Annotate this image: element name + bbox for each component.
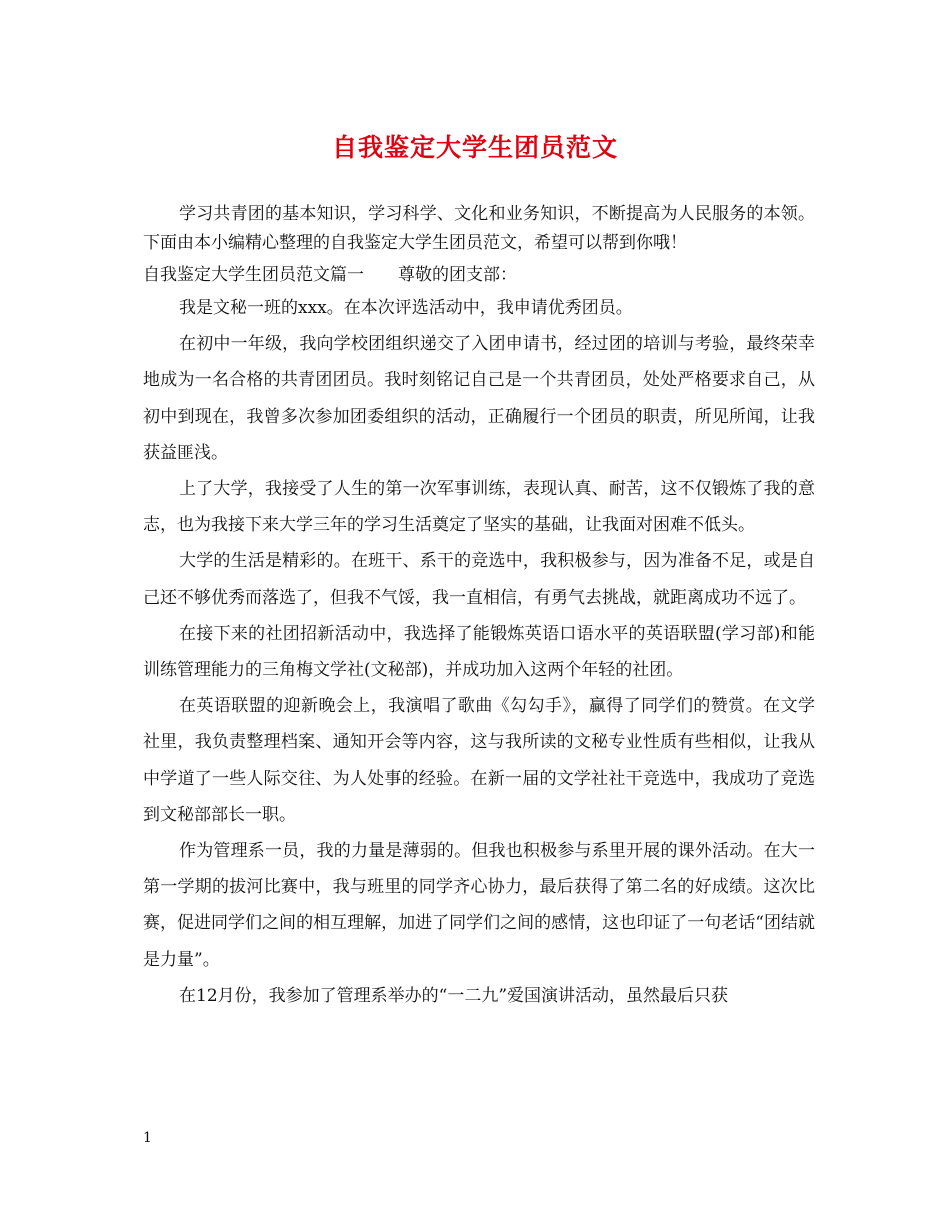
paragraph-application: 我是文秘一班的xxx。在本次评选活动中，我申请优秀团员。 bbox=[179, 298, 633, 318]
paragraph-speech-contest: 在12月份，我参加了管理系举办的“一二九”爱国演讲活动，虽然最后只获 bbox=[179, 985, 729, 1006]
paragraph-clubs: 在接下来的社团招新活动中，我选择了能锻炼英语口语水平的英语联盟(学习部)和能训练管理能力的三角梅文学社(文秘部)，并成功加入这两个年轻的社团。 bbox=[143, 623, 815, 681]
paragraph-english-union: 在英语联盟的迎新晚会上，我演唱了歌曲《勾勾手》，赢得了同学们的赞赏。在文学社里，我负责整理档案、通知开会等内容，这与我所读的文秘专业性质有些相似，让我从中学道了一些人际交往、为人处事的经验。在新一届的文学社社干竞选中，我成功了竞选到文秘部部长一职。 bbox=[143, 696, 815, 825]
paragraph-military-training: 上了大学，我接受了人生的第一次军事训练，表现认真、耐苦，这不仅锻炼了我的意志，也为我接下来大学三年的学习生活奠定了坚实的基础，让我面对困难不低头。 bbox=[143, 479, 815, 536]
paragraph-junior-high: 在初中一年级，我向学校团组织递交了入团申请书，经过团的培训与考验，最终荣幸地成为一名合格的共青团团员。我时刻铭记自己是一个共青团员，处处严格要求自己，从初中到现在，我曾多次参加团委组织的活动，正确履行一个团员的职责，所见所闻，让我获益匪浅。 bbox=[143, 334, 815, 463]
document-body bbox=[143, 200, 815, 1014]
paragraph-intro: 学习共青团的基本知识，学习科学、文化和业务知识，不断提高为人民服务的本领。下面由本小编精心整理的自我鉴定大学生团员范文，希望可以帮到你哦！ bbox=[143, 204, 815, 253]
page-number: 1 bbox=[143, 1130, 152, 1146]
paragraph-section-heading: 自我鉴定大学生团员范文篇一 尊敬的团支部： bbox=[143, 265, 517, 285]
paragraph-department-activities: 作为管理系一员，我的力量是薄弱的。但我也积极参与系里开展的课外活动。在大一第一学期的拔河比赛中，我与班里的同学齐心协力，最后获得了第二名的好成绩。这次比赛，促进同学们之间的相互理解，加进了同学们之间的感情，这也印证了一句老话“团结就是力量”。 bbox=[143, 841, 815, 970]
paragraph-elections: 大学的生活是精彩的。在班干、系干的竞选中，我积极参与，因为准备不足，或是自己还不够优秀而落选了，但我不气馁，我一直相信，有勇气去挑战，就距离成功不远了。 bbox=[143, 551, 815, 608]
document-title: 自我鉴定大学生团员范文 bbox=[331, 133, 618, 162]
